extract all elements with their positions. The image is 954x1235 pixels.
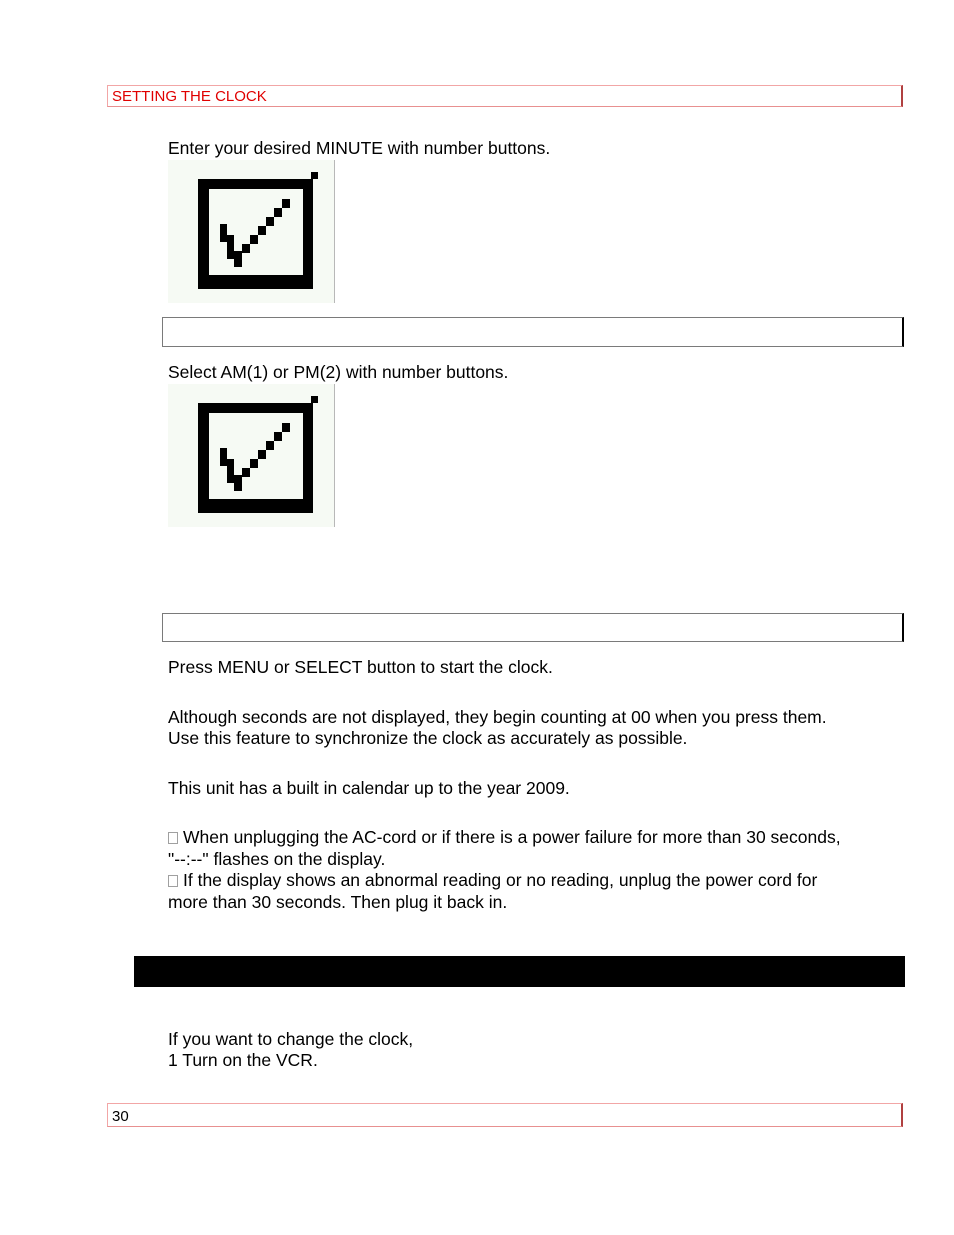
change-step-1: 1 Turn on the VCR. bbox=[168, 1050, 318, 1070]
bullet-icon bbox=[168, 875, 178, 887]
section-bar bbox=[134, 956, 905, 987]
divider-box bbox=[162, 317, 904, 347]
page-title: SETTING THE CLOCK bbox=[112, 88, 267, 105]
bullet-icon bbox=[168, 832, 178, 844]
note-unplug-text: When unplugging the AC-cord or if there is a power failure for more than 30 seconds, bbox=[183, 827, 841, 847]
change-intro: If you want to change the clock, bbox=[168, 1029, 414, 1049]
note-abnormal-line2: more than 30 seconds. Then plug it back in. bbox=[168, 892, 508, 912]
step-minute-text: Enter your desired MINUTE with number buttons. bbox=[168, 138, 551, 158]
checkbox-check-icon bbox=[168, 384, 335, 527]
page-number: 30 bbox=[112, 1108, 129, 1125]
footer-box bbox=[107, 1103, 903, 1127]
note-unplug-line1 bbox=[168, 827, 841, 849]
note-seconds-line2: Use this feature to synchronize the clock as accurately as possible. bbox=[168, 728, 688, 748]
note-calendar: This unit has a built in calendar up to the year 2009. bbox=[168, 778, 570, 798]
step-ampm-text: Select AM(1) or PM(2) with number buttons. bbox=[168, 362, 509, 382]
note-abnormal-line1 bbox=[168, 870, 817, 892]
check-icon-box bbox=[168, 384, 335, 527]
note-seconds-line1: Although seconds are not displayed, they begin counting at 00 when you press them. bbox=[168, 707, 827, 727]
note-unplug-line2: "--:--" flashes on the display. bbox=[168, 849, 386, 869]
divider-box bbox=[162, 613, 904, 642]
checkbox-check-icon bbox=[168, 160, 335, 303]
check-icon-box bbox=[168, 160, 335, 303]
note-abnormal-text: If the display shows an abnormal reading or no reading, unplug the power cord for bbox=[183, 870, 818, 890]
step-start-text: Press MENU or SELECT button to start the clock. bbox=[168, 657, 553, 677]
